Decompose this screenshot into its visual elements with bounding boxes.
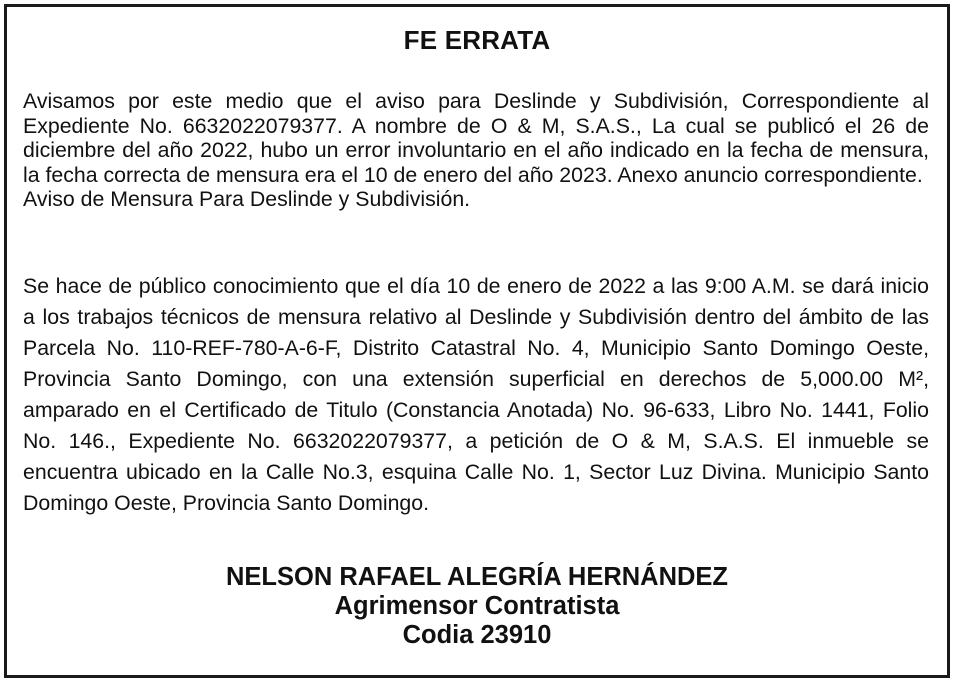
mensura-paragraph: Se hace de público conocimiento que el día 10 de enero de 2022 a las 9:00 A.M. se dará inicio a los trabajos técnicos de mensura relativo al Deslinde y Subdivisión dentro del ámbito de las Parcela No. 110-REF-780-A-6-F, Distrito Catastral No. 4, Municipio Santo Domingo Oeste, Provincia Santo Domingo, con una extensión superficial en derechos de 5,000.00 M², amparado en el Certificado de Titulo (Constancia Anotada) No. 96-633, Libro No. 1441, Folio No. 146., Expediente No. 6632022079377, a petición de O & M, S.A.S. El inmueble se encuentra ubicado en la Calle No.3, esquina Calle No. 1, Sector Luz Divina. Municipio Santo Domingo Oeste, Provincia Santo Domingo. [23,274,929,515]
signature-codia: Codia 23910 [402,621,552,649]
signature-role: Agrimensor Contratista [334,592,620,620]
signature-block [7,563,947,650]
errata-subheading: Aviso de Mensura Para Deslinde y Subdivisión. [23,187,471,212]
signature-name: NELSON RAFAEL ALEGRÍA HERNÁNDEZ [226,563,728,591]
notice-title: FE ERRATA [403,25,551,55]
notice-frame [4,4,950,678]
errata-paragraph [23,89,929,212]
errata-text: Avisamos por este medio que el aviso para Deslinde y Subdivisión, Correspondiente al Expediente No. 6632022079377. A nombre de O & M, S.A.S., La cual se publicó el 26 de diciembre del año 2022, hubo un error involuntario en el año indicado en la fecha de mensura, la fecha correcta de mensura era el 10 de enero del año 2023. Anexo anuncio correspondiente. [23,89,929,187]
